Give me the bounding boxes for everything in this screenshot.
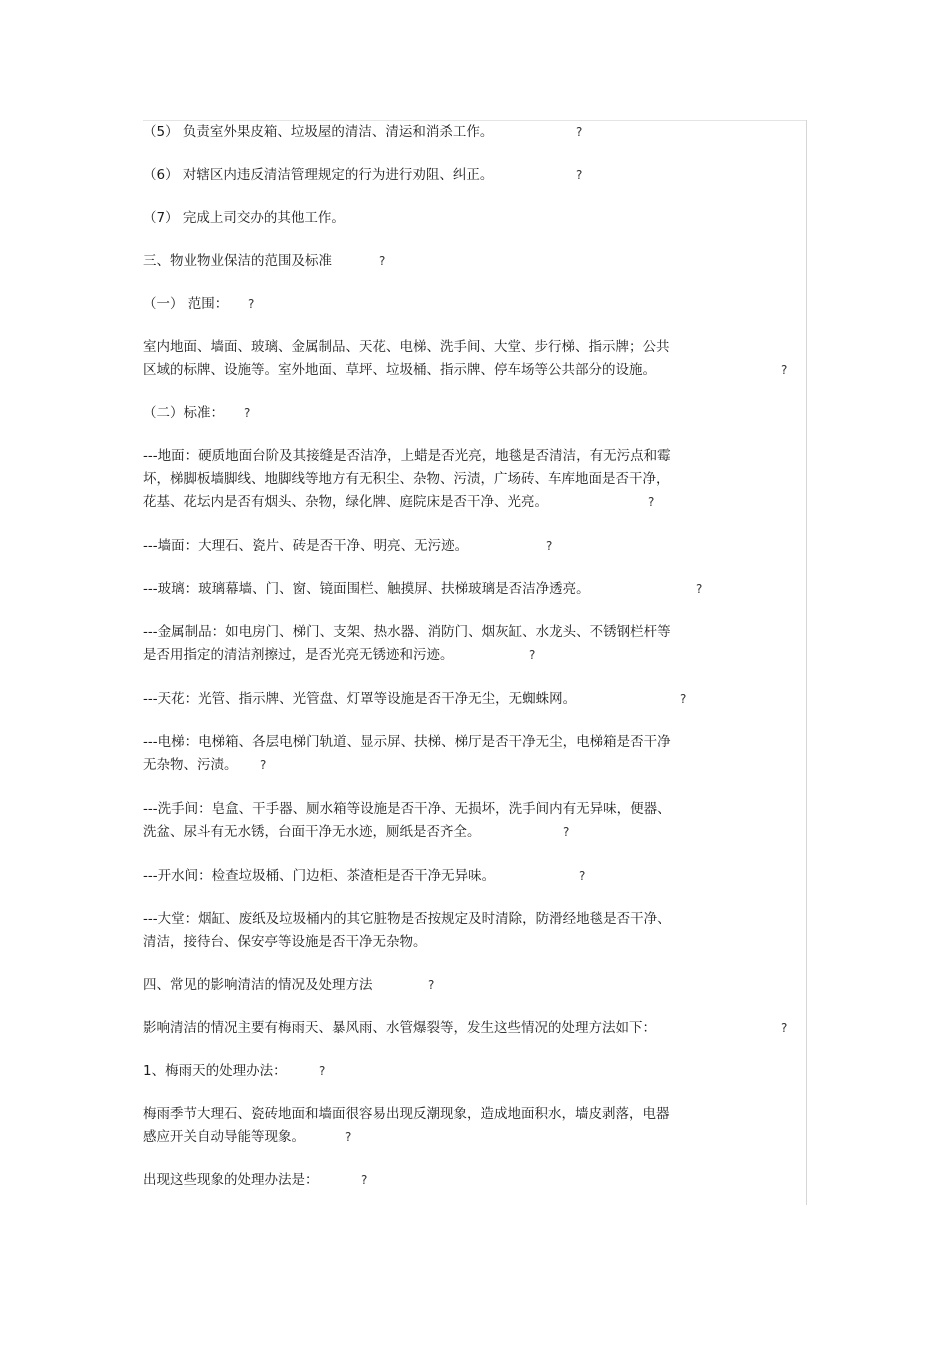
section-heading-4: 四、常见的影响清洁的情况及处理方法 ? [143, 974, 793, 997]
question-mark: ? [579, 869, 586, 883]
standard-metal: ---金属制品：如电房门、梯门、支架、热水器、消防门、烟灰缸、水龙头、不锈钢栏杆等 是否用指定的清洁剂擦过，是否光亮无锈迹和污迹。 ? [143, 621, 793, 667]
duty-item-7: （7） 完成上司交办的其他工作。 [143, 210, 345, 226]
scope-paragraph: 室内地面、墙面、玻璃、金属制品、天花、电梯、洗手间、大堂、步行梯、指示牌；公共 区域的标牌、设施等。室外地面、草坪、垃圾桶、指示牌、停车场等公共部分的设施。 ? [143, 336, 793, 382]
scope-heading: （一） 范围： ? [143, 293, 793, 316]
question-mark: ? [648, 495, 655, 509]
standard-wall: ---墙面：大理石、瓷片、砖是否干净、明亮、无污迹。 ? [143, 535, 793, 558]
document-body [143, 121, 793, 1192]
question-mark: ? [345, 1130, 352, 1144]
question-mark: ? [576, 168, 583, 182]
question-mark: ? [781, 363, 788, 377]
question-mark: ? [546, 539, 553, 553]
rainy-season-heading: 1、梅雨天的处理办法： ? [143, 1060, 793, 1083]
question-mark: ? [576, 125, 583, 139]
standard-lobby: ---大堂：烟缸、废纸及垃圾桶内的其它脏物是否按规定及时清除，防滑经地毯是否干净、 清洁，接待台、保安亭等设施是否干净无杂物。 [143, 911, 671, 950]
conditions-intro: 影响清洁的情况主要有梅雨天、暴风雨、水管爆裂等，发生这些情况的处理方法如下： ? [143, 1017, 793, 1040]
standard-elevator: ---电梯：电梯箱、各层电梯门轨道、显示屏、扶梯、梯厅是否干净无尘，电梯箱是否干净 无杂物、污渍。 ? [143, 731, 793, 777]
question-mark: ? [248, 297, 255, 311]
handling-heading: 出现这些现象的处理办法是： ? [143, 1169, 793, 1192]
question-mark: ? [680, 692, 687, 706]
standard-water-room: ---开水间：检查垃圾桶、门边柜、茶渣柜是否干净无异味。 ? [143, 865, 793, 888]
standard-glass: ---玻璃：玻璃幕墙、门、窗、镜面围栏、触摸屏、扶梯玻璃是否洁净透亮。 ? [143, 578, 793, 601]
question-mark: ? [361, 1173, 368, 1187]
question-mark: ? [244, 406, 251, 420]
duty-item-5: （5） 负责室外果皮箱、垃圾屋的清洁、清运和消杀工作。 ? [143, 121, 793, 144]
standard-floor: ---地面：硬质地面台阶及其接缝是否洁净，上蜡是否光亮，地毯是否清洁，有无污点和霉 坏，梯脚板墙脚线、地脚线等地方有无积尘、杂物、污渍，广场砖、车库地面是否干净， 花基、花坛内是否有烟头、杂物，绿化牌、庭院床是否干净、光亮。 ? [143, 445, 793, 514]
question-mark: ? [696, 582, 703, 596]
question-mark: ? [319, 1064, 326, 1078]
standard-restroom: ---洗手间：皂盒、干手器、厕水箱等设施是否干净、无损坏，洗手间内有无异味，便器、 洗盆、尿斗有无水锈，台面干净无水迹，厕纸是否齐全。 ? [143, 798, 793, 844]
standard-ceiling: ---天花：光管、指示牌、光管盘、灯罩等设施是否干净无尘，无蜘蛛网。 ? [143, 688, 793, 711]
question-mark: ? [260, 758, 267, 772]
rainy-season-paragraph: 梅雨季节大理石、瓷砖地面和墙面很容易出现反潮现象，造成地面积水，墙皮剥落，电器 感应开关自动导能等现象。 ? [143, 1103, 793, 1149]
question-mark: ? [563, 825, 570, 839]
page-border-right [806, 120, 807, 1205]
duty-item-6: （6） 对辖区内违反清洁管理规定的行为进行劝阻、纠正。 ? [143, 164, 793, 187]
question-mark: ? [379, 254, 386, 268]
standard-heading: （二）标准： ? [143, 402, 793, 425]
question-mark: ? [428, 978, 435, 992]
question-mark: ? [529, 648, 536, 662]
question-mark: ? [781, 1021, 788, 1035]
section-heading-3: 三、物业物业保洁的范围及标准 ? [143, 250, 793, 273]
